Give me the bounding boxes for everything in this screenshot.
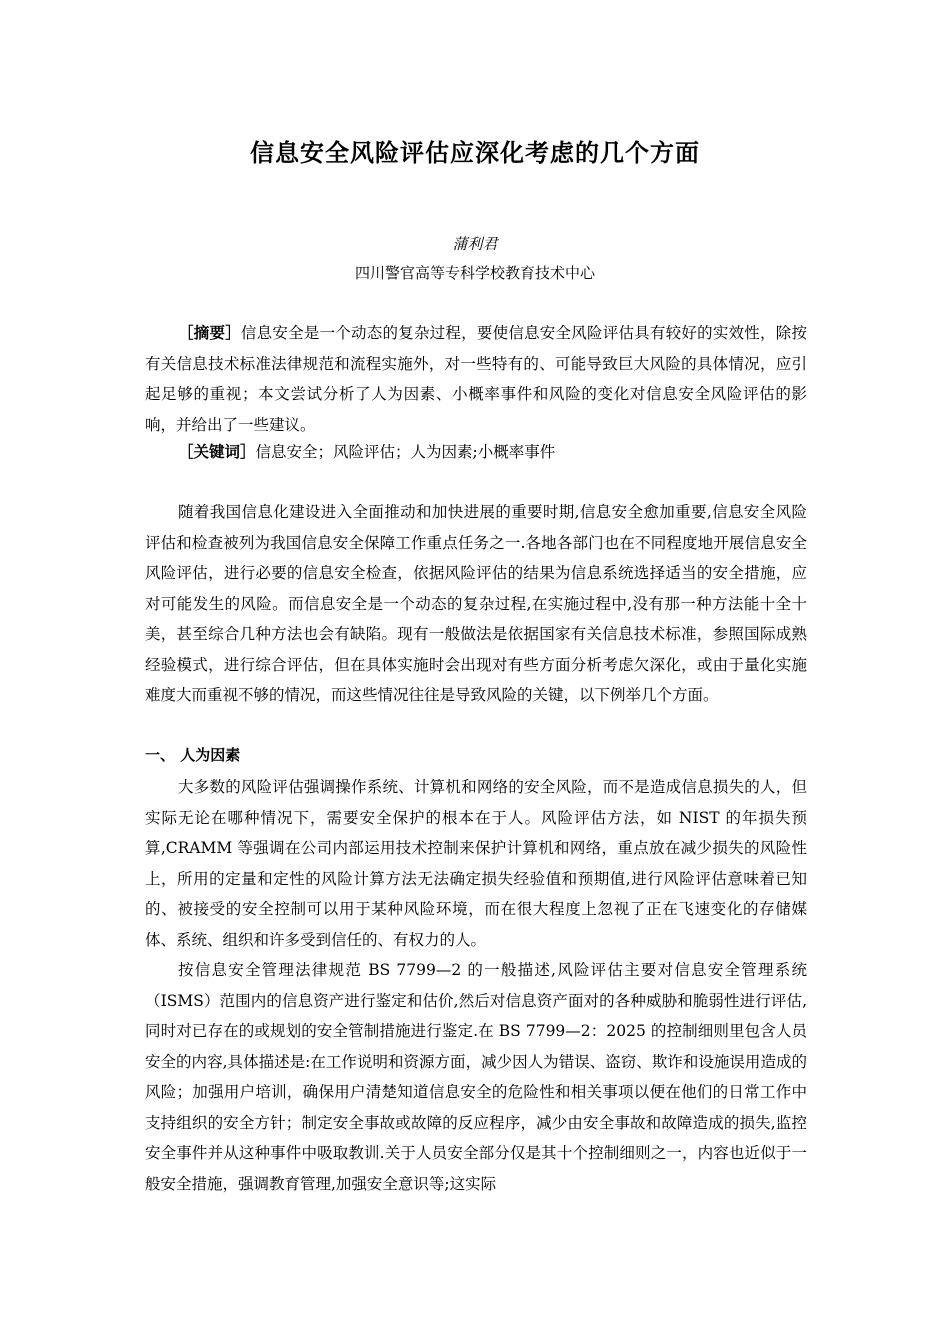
paper-title: 信息安全风险评估应深化考虑的几个方面 (250, 139, 700, 167)
author-affiliation: 四川警官高等专科学校教育技术中心 (354, 264, 595, 282)
abstract-text: 信息安全是一个动态的复杂过程，要使信息安全风险评估具有较好的实效性，除按有关信息技术标准法律规范和流程实施外，对一些特有的、可能导致巨大风险的具体情况，应引起足够的重视；本文尝试分析了人为因素、小概率事件和风险的变化对信息安全风险评估的影响，并给出了一些建议。 (145, 324, 807, 434)
abstract-label: ［摘要］ (178, 324, 241, 342)
author-name: 蒲利君 (452, 235, 498, 253)
section1-paragraph-2: 按信息安全管理法律规范 BS 7799—2 的一般描述,风险评估主要对信息安全管理系统（ISMS）范围内的信息资产进行鉴定和估价,然后对信息资产面对的各种威胁和脆弱性进行评估,同时对已存在的或规划的安全管制措施进行鉴定.在 BS 7799—2：2025 的控制细则里包含人员安全的内容,具体描述是:在工作说明和资源方面，减少因人为错误、盗窃、欺诈和设施误用造成的风险；加强用户培训，确保用户清楚知道信息安全的危险性和相关事项以便在他们的日常工作中支持组织的安全方针；制定安全事故或故障的反应程序，减少由安全事故和故障造成的损失,监控安全事件并从这种事件中吸取教训.关于人员安全部分仅是其十个控制细则之一，内容也近似于一般安全措施，强调教育管理,加强安全意识等;这实际 (145, 961, 807, 1193)
keywords-text: 信息安全；风险评估；人为因素;小概率事件 (255, 443, 556, 461)
section-heading-human-factors: 一、 人为因素 (145, 746, 241, 764)
intro-paragraph: 随着我国信息化建设进入全面推动和加快进展的重要时期,信息安全愈加重要,信息安全风险评估和检查被列为我国信息安全保障工作重点任务之一.各地各部门也在不同程度地开展信息安全风险评估，进行必要的信息安全检查，依据风险评估的结果为信息系统选择适当的安全措施，应对可能发生的风险。而信息安全是一个动态的复杂过程,在实施过程中,没有那一种方法能十全十美，甚至综合几种方法也会有缺陷。现有一般做法是依据国家有关信息技术标准，参照国际成熟经验模式，进行综合评估，但在具体实施时会出现对有些方面分析考虑欠深化，或由于量化实施难度大而重视不够的情况，而这些情况往往是导致风险的关键，以下例举几个方面。 (145, 503, 807, 704)
section1-paragraph-1: 大多数的风险评估强调操作系统、计算机和网络的安全风险，而不是造成信息损失的人，但实际无论在哪种情况下，需要安全保护的根本在于人。风险评估方法，如 NIST 的年损失预算,CRAMM 等强调在公司内部运用技术控制来保护计算机和网络，重点放在减少损失的风险性上，所用的定量和定性的风险计算方法无法确定损失经验值和预期值,进行风险评估意味着已知的、被接受的安全控制可以用于某种风险环境，而在很大程度上忽视了正在飞速变化的存储媒体、系统、组织和许多受到信任的、有权力的人。 (145, 778, 807, 949)
abstract (145, 318, 807, 440)
keywords (145, 437, 807, 468)
keywords-label: ［关键词］ (178, 443, 256, 461)
